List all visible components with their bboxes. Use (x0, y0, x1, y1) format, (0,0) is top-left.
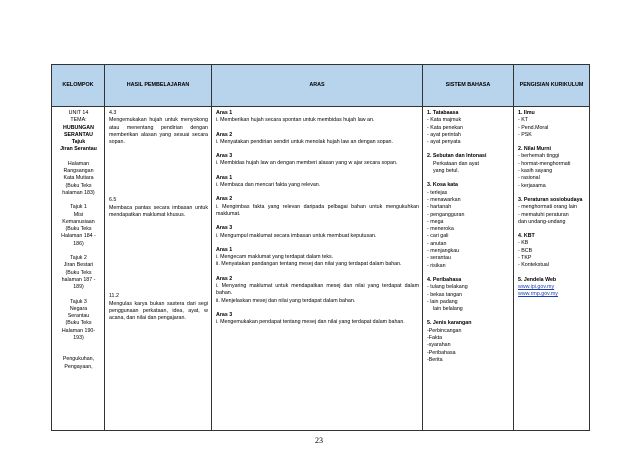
pengisian-item: - BCB (518, 247, 533, 254)
web-link[interactable]: www.rmp.gov.my (518, 291, 558, 298)
sistem-item: - mega (427, 218, 444, 225)
halaman-line5: halaman 183) (62, 189, 95, 196)
sistem-item: - meneroka (427, 226, 454, 233)
header-sistem-bahasa: SISTEM BAHASA (423, 65, 514, 107)
pengisian-item: - mematuhi peraturan (518, 211, 569, 218)
tajuk3-line5: Halaman 190- (61, 327, 96, 334)
sistem-title: 2. Sebutan dan Intonasi (427, 153, 487, 160)
tail-line2: Pengayaan, (64, 363, 93, 370)
aras-group (216, 110, 419, 168)
aras-group (216, 175, 419, 240)
sistem-item: -Fakta (427, 335, 443, 342)
sistem-title: 5. Jenis karangan (427, 320, 472, 327)
sistem-item: - pengangguran (427, 211, 465, 218)
aras-title: Aras 1 (216, 246, 233, 253)
aras-text: i. Membidas hujah law an dengan memberi alasan yang w ajar secara sopan. (216, 160, 398, 167)
sistem-item: - serantau (427, 255, 451, 262)
pengisian-item: - kerjasama (518, 182, 546, 189)
pengisian-item: - kasih sayang (518, 168, 553, 175)
sistem-item: - Kata penekan (427, 124, 463, 131)
pengisian-item: - menghormati orang lain (518, 204, 577, 211)
lesson-plan-table (51, 64, 590, 431)
sistem-item: - menjangkau (427, 248, 460, 255)
sistem-item: -Peribahasa (427, 349, 456, 356)
aras-text: ii. Menjelaskan mesej dan nilai yang terdapat dalam bahan. (216, 297, 356, 304)
sistem-title: 3. Kosa kata (427, 182, 458, 189)
sistem-item: - ayat perintah (427, 131, 461, 138)
tajuk2-line1: Tajuk 2 (70, 255, 87, 262)
pengisian-title: 4. KBT (518, 233, 535, 240)
tajuk1-line3: Kemanusiaan (62, 218, 95, 225)
page-number: 23 (315, 436, 323, 445)
tema-value-line2: SERANTAU (63, 131, 94, 138)
sistem-item: -Perbincangan (427, 327, 462, 334)
hasil-text: Mengulas karya bukan sastera dari segi penggunaan perkataan, idea, ayat, w acana, dan nilai dan pengajaran. (109, 300, 208, 322)
aras-title: Aras 3 (216, 153, 233, 160)
sistem-item: - tulang belakang (427, 284, 468, 291)
pengisian-item: - Kontekstual (518, 262, 549, 269)
pengisian-item: - KT (518, 117, 529, 124)
pengisian-item: - Pend.Moral (518, 124, 549, 131)
pengisian-item: - berhemah tinggi (518, 153, 560, 160)
tajuk2-line3: (Buku Teks (65, 269, 92, 276)
tajuk2-line5: 189) (73, 284, 84, 291)
pengisian-title: 1. Ilmu (518, 110, 535, 116)
aras-title: Aras 1 (216, 110, 233, 116)
pengisian-item: - hormat-menghormati (518, 160, 571, 167)
sistem-item: - menawarkan (427, 196, 461, 203)
tajuk3-line4: (Buku Teks (65, 320, 92, 327)
header-row (52, 65, 590, 107)
sistem-item: - Kata majmuk (427, 117, 462, 124)
tajuk-value: Jiran Serantau (60, 146, 97, 153)
aras-text: i. Menyatakan pendirian sendiri untuk menolak hujah law an dengan sopan. (216, 138, 393, 145)
tajuk1-line2: Misi (73, 211, 84, 218)
aras-text: i. Mengumpul maklumat secara imbasan untuk membuat keputusan. (216, 232, 377, 239)
unit-label: UNIT 14 (68, 110, 89, 116)
aras-title: Aras 3 (216, 311, 233, 318)
aras-text: ii. Menyatakan pandangan tentang mesej dan nilai yang terdapat dalam bahan. (216, 261, 402, 268)
aras-text: i. Mengimbas fakta yang relevan daripada pelbagai bahan untuk mengukuhkan maklumat. (216, 203, 419, 217)
aras-title: Aras 2 (216, 131, 233, 138)
aras-text: i. Memberikan hujah secara spontan untuk membidas hujah law an. (216, 117, 375, 124)
pengisian-item: - PSK (518, 131, 532, 138)
sistem-item: - terlejas (427, 189, 448, 196)
header-kelompok: KELOMPOK (52, 65, 105, 107)
halaman-line2: Rangsangan (63, 168, 94, 175)
sistem-item: yang betul. (433, 168, 459, 175)
pengisian-title: 3. Peraturan sosiobudaya (518, 196, 583, 203)
sistem-item: -Berita (427, 356, 443, 363)
pengisian-item: dan undang-undang (518, 218, 566, 225)
table-row (52, 107, 590, 431)
pengisian-kurikulum-cell (514, 107, 590, 431)
tema-label: TEMA: (70, 117, 87, 124)
sistem-item: lain belalang (433, 306, 463, 313)
hasil-code: 4.3 (109, 110, 117, 116)
hasil-code: 6.5 (109, 197, 117, 204)
sistem-item: - risikan (427, 262, 446, 269)
header-pengisian-kurikulum: PENGISIAN KURIKULUM (514, 65, 590, 107)
tajuk1-line4: (Buku Teks (65, 226, 92, 233)
aras-text: i. Membaca dan mencari fakta yang relevan. (216, 182, 321, 189)
aras-text: i. Mengemukakan pendapat tentang mesej dan nilai yang terdapat dalam bahan. (216, 319, 405, 326)
tajuk3-line6: 193) (73, 335, 84, 342)
hasil-pembelajaran-cell (105, 107, 212, 431)
sistem-bahasa-cell (423, 107, 514, 431)
tajuk1-line5: Halaman 184 - (61, 233, 96, 240)
tajuk2-line2: Jiran Bestari (63, 262, 94, 269)
hasil-text: Membaca pantas secara imbasan untuk mendapatkan maklumat khusus. (109, 204, 208, 219)
aras-title: Aras 2 (216, 196, 233, 203)
tajuk1-line1: Tajuk 1 (70, 204, 87, 211)
hasil-code: 11.2 (109, 293, 119, 300)
tajuk3-line3: Serantau (67, 313, 90, 320)
halaman-line3: Kata Mutiara (63, 175, 94, 182)
sistem-item: - cari gali (427, 233, 449, 240)
pengisian-title: 5. Jendela Web (518, 276, 557, 283)
tajuk2-line4: halaman 187 - (61, 276, 96, 283)
aras-group (216, 247, 419, 327)
tail-line1: Pengukuhan, (62, 356, 95, 363)
aras-title: Aras 2 (216, 275, 233, 282)
tajuk1-line6: 186) (73, 240, 84, 247)
header-aras: ARAS (212, 65, 423, 107)
sistem-title: 1. Tatabaasa (427, 110, 459, 116)
sistem-item: - lain padang (427, 298, 458, 305)
pengisian-item: - rasional (518, 175, 540, 182)
sistem-item: - ayat penyata (427, 139, 461, 146)
tajuk3-line2: Negara (69, 305, 88, 312)
aras-title: Aras 3 (216, 225, 233, 232)
hasil-text: Mengemukakan hujah untuk menyokong atau menentang pendirian dengan memberikan alasan yang sesuai secara sopan. (109, 117, 208, 146)
sistem-title: 4. Peribahasa (427, 276, 462, 283)
tajuk3-line1: Tajuk 3 (70, 298, 87, 305)
aras-text: i. Mengecam maklumat yang terdapat dalam teks. (216, 254, 334, 261)
pengisian-title: 2. Nilai Murni (518, 146, 551, 153)
pengisian-item: - KB (518, 240, 529, 247)
tajuk-label: Tajuk (71, 139, 86, 146)
aras-cell (212, 107, 423, 431)
sistem-item: -syarahan (427, 342, 451, 349)
web-link[interactable]: www.ipi.gov.my (518, 283, 555, 290)
halaman-line4: (Buku Teks (65, 182, 92, 189)
sistem-item: Perkataan dan ayat (433, 160, 479, 167)
header-hasil-pembelajaran: HASIL PEMBELAJARAN (105, 65, 212, 107)
aras-title: Aras 1 (216, 174, 233, 181)
sistem-item: - hartanah (427, 204, 452, 211)
halaman-line1: Halaman (67, 160, 90, 167)
tema-value-line1: HUBUNGAN (63, 124, 94, 131)
aras-text: i. Menyaring maklumat untuk mendapatkan mesej dan nilai yang terdapat dalam bahan. (216, 283, 419, 297)
pengisian-item: - TKP (518, 255, 532, 262)
sistem-item: - anutan (427, 240, 447, 247)
sistem-item: - bekas tangan (427, 291, 463, 298)
kelompok-cell (52, 107, 105, 431)
